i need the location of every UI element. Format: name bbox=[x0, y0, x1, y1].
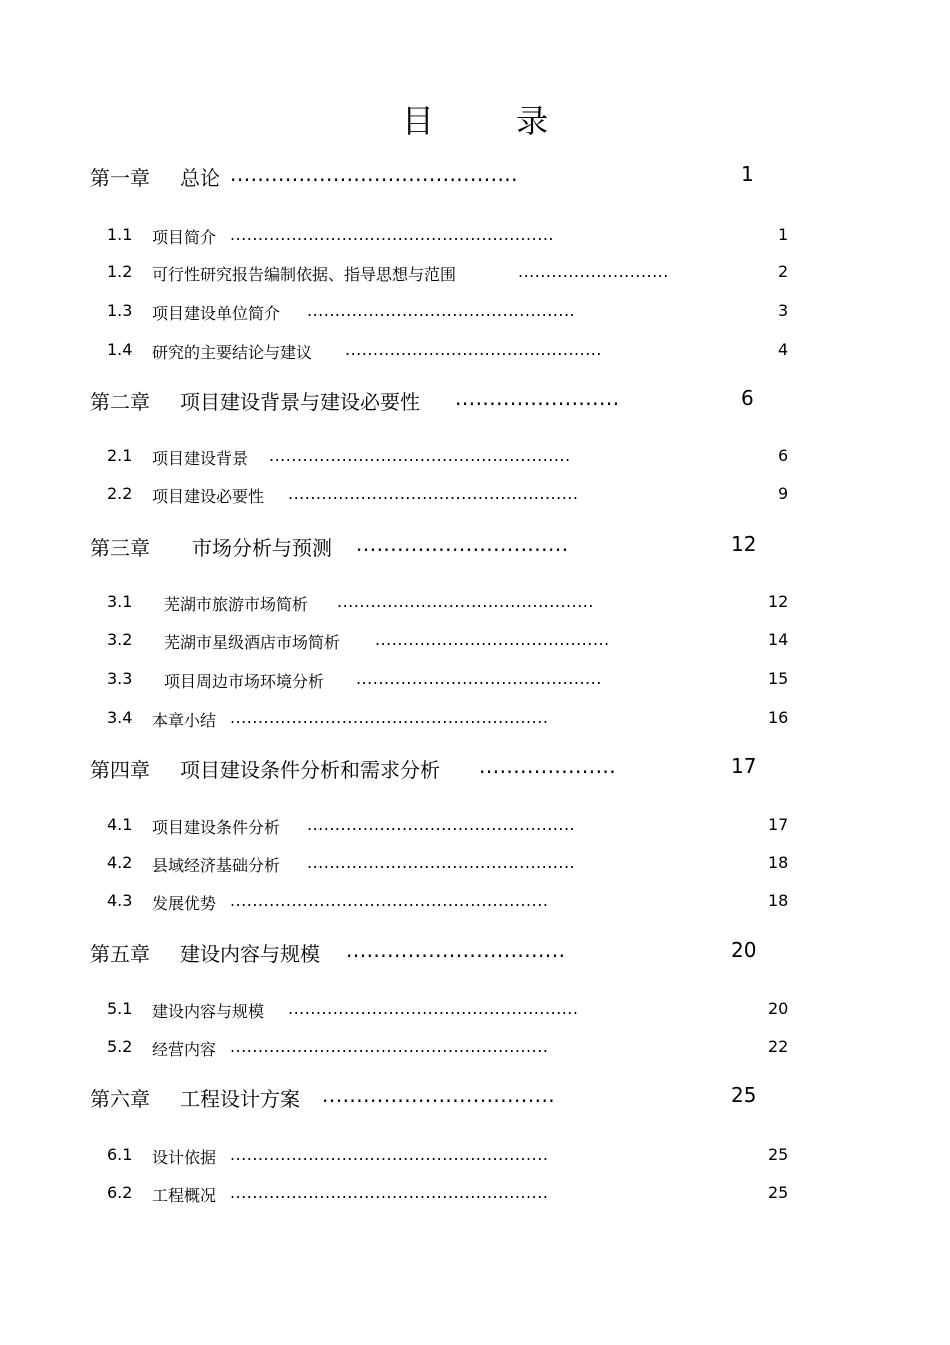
page-number: 14 bbox=[768, 630, 789, 649]
chapter-label: 第六章 bbox=[90, 1087, 150, 1111]
dot-leader: ........................... bbox=[518, 262, 669, 281]
dot-leader: .......................................... bbox=[375, 630, 610, 649]
chapter-label: 第一章 bbox=[90, 166, 150, 190]
dot-leader: ............................................ bbox=[356, 669, 602, 688]
section-title: 项目建设条件分析 bbox=[152, 818, 281, 837]
section-title: 芜湖市旅游市场简析 bbox=[164, 595, 309, 614]
section-title: 芜湖市星级酒店市场简析 bbox=[164, 633, 341, 652]
section-title: 发展优势 bbox=[152, 894, 217, 913]
dot-leader: .................................................... bbox=[288, 999, 579, 1018]
section-label: 1.2 bbox=[107, 262, 133, 281]
page-number: 6 bbox=[741, 386, 754, 410]
dot-leader: ........................ bbox=[455, 386, 620, 410]
page-number: 18 bbox=[768, 891, 789, 910]
dot-leader: ......................................................... bbox=[230, 1145, 549, 1164]
section-title: 设计依据 bbox=[152, 1148, 217, 1167]
page-number: 12 bbox=[768, 592, 789, 611]
page-number: 25 bbox=[731, 1083, 757, 1107]
section-label: 2.2 bbox=[107, 484, 133, 503]
page-number: 20 bbox=[731, 938, 757, 962]
section-title: 项目建设必要性 bbox=[152, 487, 265, 506]
page-number: 18 bbox=[768, 853, 789, 872]
chapter-title: 总论 bbox=[180, 166, 220, 190]
section-label: 3.4 bbox=[107, 708, 133, 727]
page-number: 1 bbox=[741, 162, 754, 186]
section-title: 建设内容与规模 bbox=[152, 1002, 265, 1021]
section-label: 4.3 bbox=[107, 891, 133, 910]
dot-leader: .............................................. bbox=[345, 340, 602, 359]
page-number: 16 bbox=[768, 708, 789, 727]
dot-leader: ......................................................... bbox=[230, 1037, 549, 1056]
page-title: 目 录 bbox=[401, 102, 585, 140]
dot-leader: ................................................ bbox=[307, 301, 576, 320]
section-label: 6.1 bbox=[107, 1145, 133, 1164]
section-title: 项目建设单位简介 bbox=[152, 304, 281, 323]
chapter-title: 项目建设条件分析和需求分析 bbox=[180, 758, 440, 782]
page-number: 20 bbox=[768, 999, 789, 1018]
page-number: 22 bbox=[768, 1037, 789, 1056]
section-label: 6.2 bbox=[107, 1183, 133, 1202]
chapter-label: 第四章 bbox=[90, 758, 150, 782]
page-number: 3 bbox=[778, 301, 789, 320]
section-label: 3.1 bbox=[107, 592, 133, 611]
dot-leader: ................................................ bbox=[307, 853, 576, 872]
section-title: 县域经济基础分析 bbox=[152, 856, 281, 875]
chapter-title: 项目建设背景与建设必要性 bbox=[180, 390, 420, 414]
page-number: 17 bbox=[768, 815, 789, 834]
dot-leader: ......................................................... bbox=[230, 708, 549, 727]
chapter-label: 第五章 bbox=[90, 942, 150, 966]
section-label: 4.1 bbox=[107, 815, 133, 834]
section-title: 本章小结 bbox=[152, 711, 217, 730]
page-number: 25 bbox=[768, 1183, 789, 1202]
chapter-label: 第二章 bbox=[90, 390, 150, 414]
dot-leader: ................................ bbox=[346, 938, 566, 962]
section-title: 可行性研究报告编制依据、指导思想与范围 bbox=[152, 265, 457, 284]
page-number: 1 bbox=[778, 225, 789, 244]
section-label: 4.2 bbox=[107, 853, 133, 872]
dot-leader: .................................................... bbox=[288, 484, 579, 503]
section-label: 5.1 bbox=[107, 999, 133, 1018]
chapter-title: 市场分析与预测 bbox=[192, 536, 332, 560]
dot-leader: ................................................ bbox=[307, 815, 576, 834]
section-title: 项目建设背景 bbox=[152, 449, 249, 468]
chapter-label: 第三章 bbox=[90, 536, 150, 560]
page-number: 9 bbox=[778, 484, 789, 503]
dot-leader: .............................................. bbox=[337, 592, 594, 611]
chapter-title: 建设内容与规模 bbox=[180, 942, 320, 966]
section-label: 1.3 bbox=[107, 301, 133, 320]
dot-leader: .......................................... bbox=[230, 162, 519, 186]
section-label: 3.3 bbox=[107, 669, 133, 688]
section-title: 项目周边市场环境分析 bbox=[164, 672, 325, 691]
page-number: 15 bbox=[768, 669, 789, 688]
page-number: 6 bbox=[778, 446, 789, 465]
section-label: 5.2 bbox=[107, 1037, 133, 1056]
section-title: 研究的主要结论与建议 bbox=[152, 343, 313, 362]
dot-leader: .................................. bbox=[322, 1083, 556, 1107]
section-label: 2.1 bbox=[107, 446, 133, 465]
dot-leader: .................... bbox=[479, 754, 617, 778]
dot-leader: ......................................................... bbox=[230, 891, 549, 910]
section-label: 3.2 bbox=[107, 630, 133, 649]
page-number: 17 bbox=[731, 754, 757, 778]
section-label: 1.4 bbox=[107, 340, 133, 359]
dot-leader: .......................................................... bbox=[230, 225, 554, 244]
page-number: 2 bbox=[778, 262, 789, 281]
page-number: 4 bbox=[778, 340, 789, 359]
page-number: 12 bbox=[731, 532, 757, 556]
dot-leader: ...................................................... bbox=[269, 446, 571, 465]
section-title: 工程概况 bbox=[152, 1186, 217, 1205]
section-label: 1.1 bbox=[107, 225, 133, 244]
section-title: 经营内容 bbox=[152, 1040, 217, 1059]
dot-leader: ............................... bbox=[356, 532, 569, 556]
chapter-title: 工程设计方案 bbox=[180, 1087, 300, 1111]
page-number: 25 bbox=[768, 1145, 789, 1164]
dot-leader: ......................................................... bbox=[230, 1183, 549, 1202]
section-title: 项目简介 bbox=[152, 228, 217, 247]
